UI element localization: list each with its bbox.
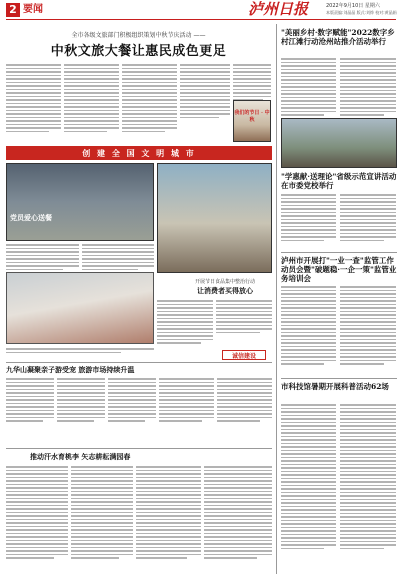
- right-story-1-headline: "美丽乡村·数字赋能"2022数字乡村江滩行动沧州站推介活动举行: [281, 28, 395, 46]
- lead-body-col-2: [64, 64, 119, 132]
- right-story-3-col-1: [281, 286, 336, 365]
- lead-body-col-3: [122, 64, 177, 132]
- right-story-4-col-1: [281, 404, 336, 549]
- lead-kicker: 全市各级文旅部门积极组织策划中秋节庆活动 ——: [71, 32, 206, 39]
- issue-date: 2022年9月10日 星期六: [326, 3, 380, 9]
- tourism-headline: 九华山凝聚亲子游受宠 旅游市场持续升温: [6, 365, 135, 374]
- section-divider-2: [6, 448, 272, 449]
- right-divider-2: [281, 378, 397, 379]
- pledge-body-col-2: [216, 300, 272, 333]
- inspection-caption: [6, 348, 154, 353]
- lead-body-col-1: [6, 64, 61, 132]
- right-story-1-col-1: [281, 58, 336, 116]
- tourism-body-col-2: [57, 378, 105, 422]
- tourism-body-col-4: [159, 378, 214, 422]
- lead-body-col-4: [180, 64, 230, 118]
- right-story-3-col-2: [340, 286, 396, 365]
- campaign-banner-title: 创 建 全 国 文 明 城 市: [82, 148, 196, 158]
- volunteer-photo-caption: 党员爱心送餐: [10, 213, 52, 222]
- teacher-body-col-1: [6, 466, 68, 559]
- column-divider: [276, 24, 277, 574]
- right-story-2-photo: [281, 118, 397, 168]
- right-divider-1: [281, 252, 397, 253]
- teacher-body-col-2: [71, 466, 133, 559]
- editor-credits: 本版责编:刘晶晶 版式:刘烨 校对:黄晶娟: [326, 10, 397, 15]
- right-story-2-col-1: [281, 194, 336, 241]
- integrity-badge-label: 诚信建设: [231, 353, 256, 360]
- header-rule: [6, 19, 396, 20]
- right-story-4-headline: 市科技馆暑期开展科普活动62场: [281, 382, 389, 391]
- delivery-riders-photo: [157, 163, 272, 273]
- right-story-2-col-2: [340, 194, 396, 241]
- section-title: 要闻: [23, 4, 43, 15]
- pledge-subtitle: 让消费者买得放心: [197, 286, 253, 295]
- right-story-2-headline: "学惠献·送理论"省级示范宣讲活动在市委党校举行: [281, 172, 397, 190]
- newspaper-logo: 泸州日报: [248, 0, 309, 18]
- tourism-body-col-1: [6, 378, 54, 422]
- volunteer-body-col-2: [82, 244, 154, 270]
- volunteer-photo: [6, 163, 154, 241]
- pledge-body-col-1: [157, 300, 213, 344]
- section-divider: [6, 362, 272, 363]
- tourism-body-col-3: [108, 378, 156, 422]
- teacher-body-col-3: [136, 466, 201, 559]
- shop-inspection-photo: [6, 272, 154, 344]
- lead-headline: 中秋文旅大餐让惠民成色更足: [50, 44, 227, 59]
- lead-body-col-5: [233, 64, 271, 101]
- poster-headline: 我们的节日 · 中秋: [234, 110, 270, 123]
- teacher-headline: 推动汗水育桃李 矢志耕耘满园春: [30, 452, 131, 461]
- page-number-badge: 2: [6, 3, 20, 17]
- teacher-body-col-4: [204, 466, 272, 559]
- right-story-3-headline: 泸州市开展打"一业一查"监管工作动员会暨"破题稳·一企一策"监管业务培训会: [281, 256, 397, 283]
- volunteer-body-col-1: [6, 244, 79, 270]
- right-story-1-col-2: [340, 58, 396, 116]
- tourism-body-col-5: [217, 378, 272, 422]
- right-story-4-col-2: [340, 404, 396, 549]
- pledge-text: 开展节日食品集中整治行动: [194, 279, 255, 285]
